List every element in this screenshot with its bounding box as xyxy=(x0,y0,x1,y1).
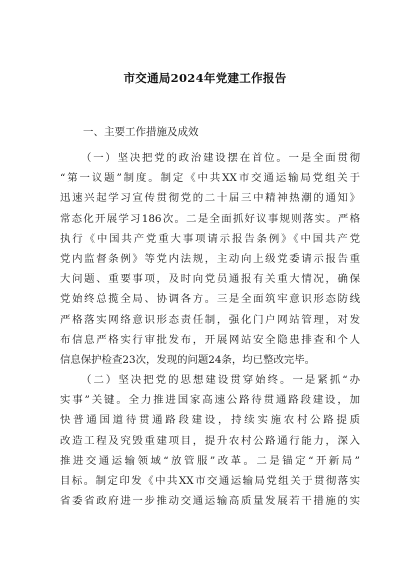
paragraph-1-line: 执行《中国共产党重大事项请示报告条例》《中国共产党 xyxy=(60,232,360,245)
paragraph-2-line: 目标。制定印发《中共XX市交通运输局党组关于贯彻落实 xyxy=(60,475,360,487)
paragraph-1-line: （一）坚决把党的政治建设摆在首位。一是全面贯彻 xyxy=(81,152,360,164)
paragraph-1-line: 大问题、重要事项，及时向党员通报有关重大情况，确保 xyxy=(60,273,360,286)
paragraph-1-line: 党始终总揽全局、协调各方。三是全面筑牢意识形态防线 xyxy=(60,293,360,306)
paragraph-2-line: （二）坚决把党的思想建设贯穿始终。一是紧抓“办 xyxy=(81,374,360,387)
section-heading: 一、主要工作措施及成效 xyxy=(83,126,199,138)
paragraph-1-line: 党内监督条例》等党内法规，主动向上级党委请示报告重 xyxy=(60,252,360,265)
paragraph-1-line: 布信息严格实行审批发布，开展网站安全隐患排查和个人 xyxy=(60,333,360,346)
paragraph-2-line: 推进交通运输领域“放管服”改革。二是锚定“开新局” xyxy=(60,454,360,467)
paragraph-2-line: 实事”关键。全力推进国家高速公路待贯通路段建设，加 xyxy=(60,394,360,407)
paragraph-2-line: 省委省政府进一步推动交通运输高质量发展若干措施的实 xyxy=(60,495,360,508)
document-title: 市交通局2024年党建工作报告 xyxy=(123,71,287,85)
document-body xyxy=(60,148,360,511)
paragraph-2-line: 快普通国道待贯通路段建设，持续实施农村公路提质 xyxy=(60,414,360,427)
paragraph-1-line: 常态化开展学习186次。二是全面抓好议事规则落实。严格 xyxy=(60,212,360,225)
paragraph-1-line: 迅速兴起学习宣传贯彻党的二十届三中精神热潮的通知》 xyxy=(60,192,360,205)
paragraph-2-line: 改造工程及究毁重建项目，提升农村公路通行能力，深入 xyxy=(60,434,360,447)
paragraph-1-line: 严格落实网络意识形态责任制，强化门户网站管理，对发 xyxy=(60,313,360,326)
paragraph-1-line: 信息保护检查23次，发现的问题24条，均已整改完毕。 xyxy=(60,353,316,366)
paragraph-1-line: “第一议题”制度。制定《中共XX市交通运输局党组关于 xyxy=(60,172,360,185)
